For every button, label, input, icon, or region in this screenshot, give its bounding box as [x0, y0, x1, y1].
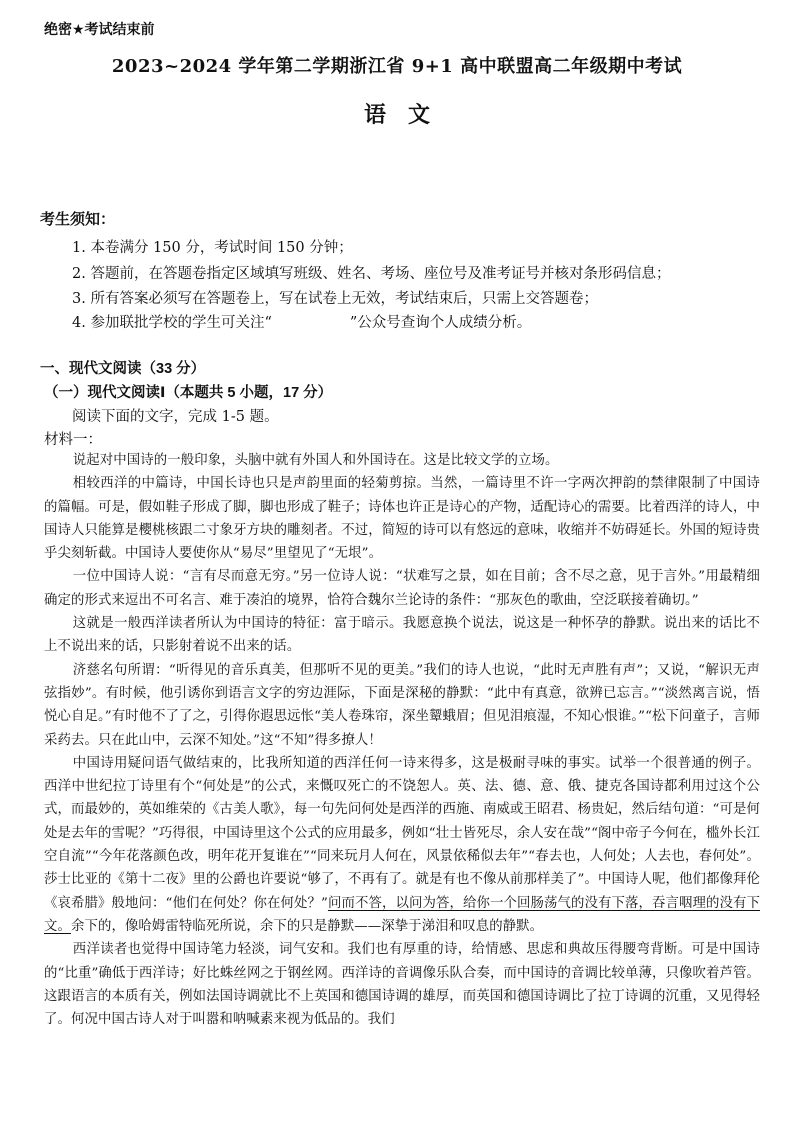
notice-item-4-prefix: 4. 参加联批学校的学生可关注“: [72, 315, 272, 331]
notice-heading: 考生须知：: [40, 211, 116, 228]
notice-item-4-suffix: ”公众号查询个人成绩分析。: [349, 315, 532, 331]
material-label: 材料一：: [44, 432, 102, 448]
article-paragraph-1: 说起对中国诗的一般印象，头脑中就有外国人和外国诗在。这是比较文学的立场。: [72, 453, 559, 468]
article-paragraph-5: 济慈名句所谓：“听得见的音乐真美，但那听不见的更美。”我们的诗人也说，“此时无声胜有声”；又说，“解识无声弦指妙”。有时候，他引诱你到语言文字的穷边涯际，下面是深秘的静默：“此中有真意，欲辨已忘言。”“淡然离言说，悟悦心自足。”有时他不了了之，引得你遐思远怅“美人卷珠帘，深坐颦蛾眉；但见泪痕湿，不知心恨谁。”“松下问童子，言师采药去。只在此山中，云深不知处。”这“不知”得多撩人！: [44, 662, 760, 748]
subject-title: 语文: [363, 102, 452, 128]
article-paragraph-7: 西洋读者也觉得中国诗笔力轻淡，词气安和。我们也有厚重的诗，给情感、思虑和典故压得腰弯背断。可是中国诗的“比重”确低于西洋诗；好比蛛丝网之于钢丝网。西洋诗的音调像乐队合奏，而中国诗的音调比较单薄，只像吹着芦管。这跟语言的本质有关，例如法国诗调就比不上英国和德国诗调的雄厚，而英国和德国诗调比了拉丁诗调的沉重，又见得轻了。何况中国古诗人对于叫嚣和呐喊素来视为低品的。我们: [44, 942, 760, 1028]
notice-item-4: [72, 311, 531, 332]
paragraph-6-end: 余下的，像哈姆雷特临死所说，余下的只是静默——深挚于涕泪和叹息的静默。: [70, 918, 544, 934]
reading-instruction: 阅读下面的文字，完成 1-5 题。: [72, 409, 279, 425]
part-one-heading: 一、现代文阅读（33 分）: [40, 361, 206, 377]
part-one-subheading: （一）现代文阅读Ⅰ（本题共 5 小题，17 分）: [44, 385, 333, 401]
underlined-sentence: 问而不答，以问为答，给你一个回肠荡气的没有下落，吞言咽理的没有下文。: [44, 895, 760, 934]
article-paragraph-6: [44, 752, 760, 938]
notice-item-1: 1. 本卷满分 150 分，考试时间 150 分钟；: [72, 240, 353, 256]
article-body: [44, 449, 760, 1031]
paragraph-6-start: 中国诗用疑问语气做结束的，比我所知道的西洋任何一诗来得多，这是极耐寻味的事实。试举一个很普通的例子。西洋中世纪拉丁诗里有个“何处是”的公式，来慨叹死亡的不饶恕人。英、法、德、意、俄、捷克各国诗都利用过这个公式，而最妙的，英如维荣的《古美人歌》，每一句先问何处是西洋的西施、南威或王昭君、杨贵妃，然后结句道：“可是何处是去年的雪呢？”巧得很，中国诗里这个公式的应用最多，例如“壮士皆死尽，余人安在哉”“阁中帝子今何在，槛外长江空自流”“今年花落颜色改，明年花开复谁在”“同来玩月人何在，风景依稀似去年”“春去也，人何处；人去也，春何处”。莎士比亚的《第十二夜》里的公爵也许要说“够了，不再有了。就是有也不像从前那样美了”。中国诗人呢，他们都像拜伦《哀希腊》般地问：“他们在何处？你在何处？”: [44, 755, 760, 911]
article-paragraph-3: 一位中国诗人说：“言有尽而意无穷。”另一位诗人说：“状难写之景，如在目前；含不尽之意，见于言外。”用最精细确定的形式来逗出不可名言、难于凑泊的境界，恰符合魏尔兰论诗的条件：“那灰色的歌曲，空泛联接着确切。”: [44, 569, 760, 608]
article-paragraph-2: 相较西洋的中篇诗，中国长诗也只是声韵里面的轻菊剪掠。当然，一篇诗里不许一字两次押韵的禁律限制了中国诗的篇幅。可是，假如鞋子形成了脚，脚也形成了鞋子；诗体也许正是诗心的产物，适配诗心的需要。比着西洋的诗人，中国诗人只能算是櫻桃核跟二寸象牙方块的雕刻者。不过，简短的诗可以有悠远的意味，收缩并不妨碍延长。外国的短诗贵乎尖刻斩截。中国诗人要使你从“易尽”里望见了“无垠”。: [44, 476, 760, 562]
notice-item-3: 3. 所有答案必须写在答题卷上，写在试卷上无效，考试结束后，只需上交答题卷；: [72, 291, 598, 307]
exam-title: 2023~2024 学年第二学期浙江省 9+1 高中联盟高二年级期中考试: [111, 56, 683, 77]
confidential-label: 绝密★考试结束前: [44, 21, 155, 37]
notice-item-2: 2. 答题前，在答题卷指定区域填写班级、姓名、考场、座位号及准考证号并核对条形码信息；: [72, 266, 671, 282]
article-paragraph-4: 这就是一般西洋读者所认为中国诗的特征：富于暗示。我愿意换个说法，说这是一种怀孕的静默。说出来的话比不上不说出来的话，只影射着说不出来的话。: [44, 616, 760, 655]
